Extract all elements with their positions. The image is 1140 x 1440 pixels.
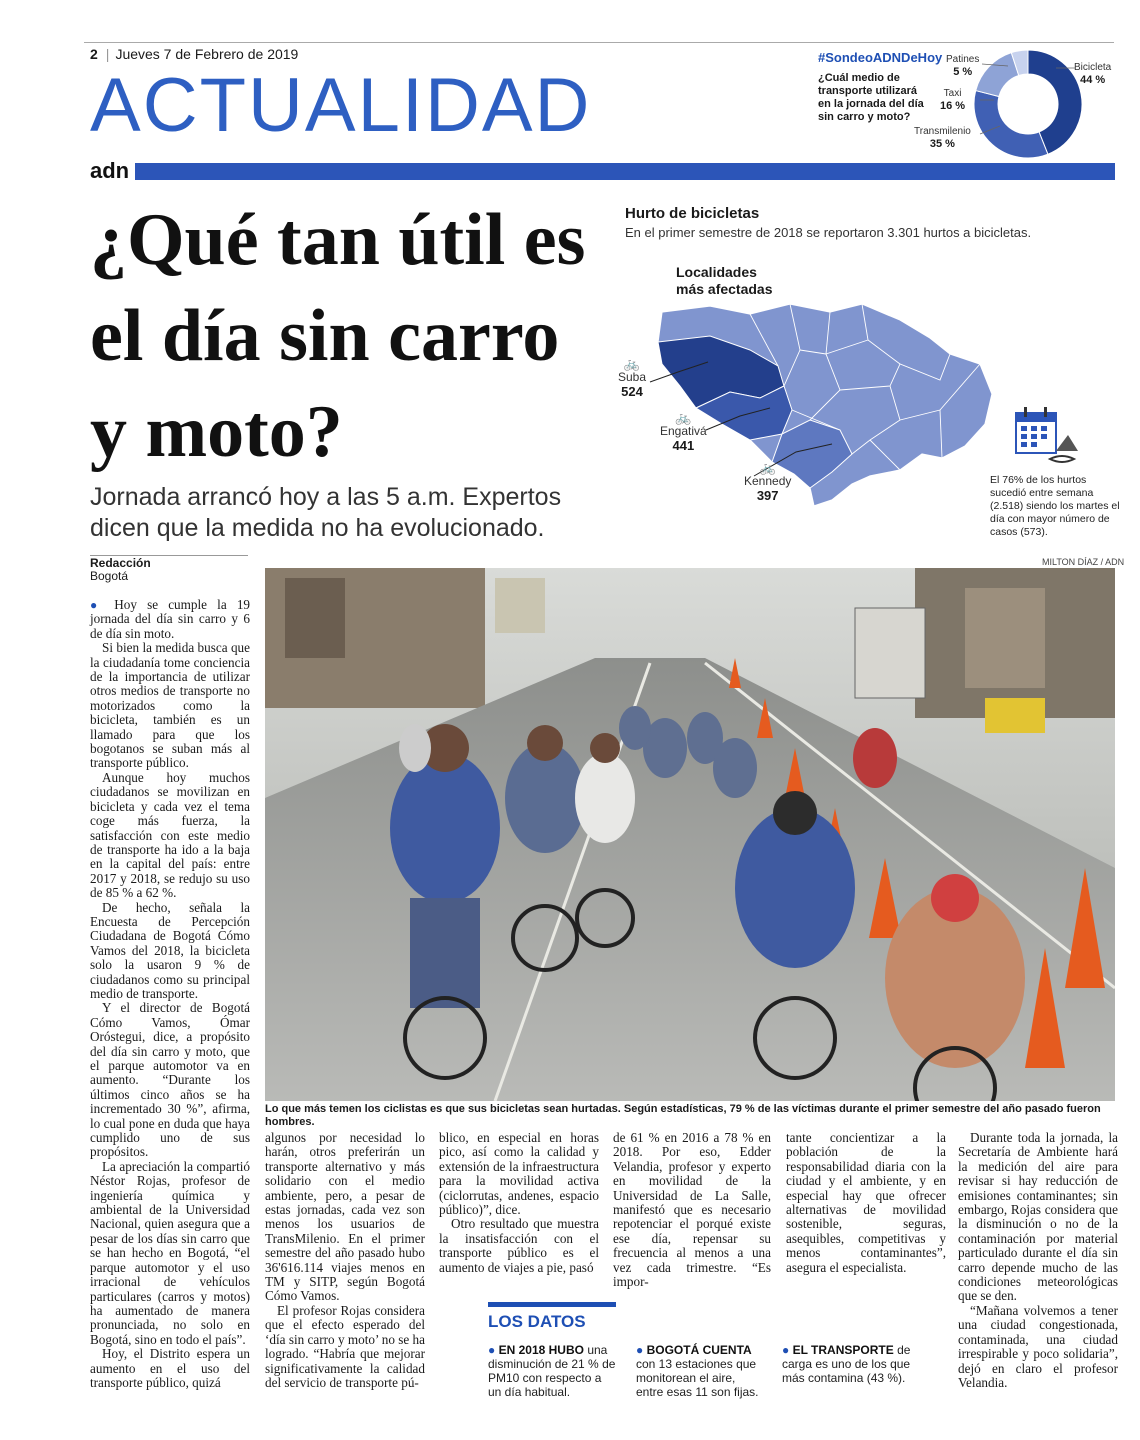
author: Redacción xyxy=(90,556,151,570)
dato-item: ● EN 2018 HUBO una disminución de 21 % de PM10 con respecto a un día habitual. xyxy=(488,1343,616,1399)
dato-item: ● EL TRANSPORTE de carga es uno de los que más contamina (43 %). xyxy=(782,1343,911,1385)
dato-item: ● BOGOTÁ CUENTA con 13 estaciones que monitorean el aire, entre esas 11 son fijas. xyxy=(636,1343,759,1399)
calendar-icon xyxy=(1012,405,1088,469)
infographic-title: Hurto de bicicletas xyxy=(625,205,760,222)
byline xyxy=(90,557,151,583)
poll-label-patines: Patines 5 % xyxy=(946,54,980,78)
brand-logo: adn xyxy=(88,159,135,183)
subhead: Jornada arrancó hoy a las 5 a.m. Expertos dicen que la medida no ha evolucionado. xyxy=(90,483,562,542)
infographic-subtitle: En el primer semestre de 2018 se reportaron 3.301 hurtos a bicicletas. xyxy=(625,225,1032,240)
city: Bogotá xyxy=(90,569,129,583)
locality-suba: 🚲 Suba 524 xyxy=(618,356,647,399)
top-rule xyxy=(84,42,1114,43)
page-number: 2 xyxy=(90,46,98,62)
bicycle-icon: 🚲 xyxy=(623,356,641,371)
brand-bar xyxy=(88,163,1115,180)
bullet-icon: ● xyxy=(782,1343,790,1357)
section-title: ACTUALIDAD xyxy=(90,63,592,148)
bogota-localities-map xyxy=(600,290,1000,520)
photo-illustration xyxy=(265,568,1115,1101)
column-2: algunos por necesidad lo harán, otros preferirán un transporte alternativo y más solidario con el medio ambiente, pero, a pesar de estas jornadas, cada vez son menos los usuarios de TransMilenio. En el primer semestre del año pasado hubo 36'616.114 viajes menos en TM y SITP, según Bogotá Cómo Vamos. El profesor Rojas considera que el efecto esperado del ‘día sin carro y moto’ no se ha logrado. “Habría que mejorar significativamente la calidad del servicio de transporte pú- xyxy=(265,1130,425,1390)
page-meta: 2 | Jueves 7 de Febrero de 2019 xyxy=(90,46,299,62)
poll-label-transmilenio: Transmilenio 35 % xyxy=(914,126,971,150)
poll-label-bicicleta: Bicicleta 44 % xyxy=(1074,62,1112,86)
photo-credit: MILTON DÍAZ / ADN xyxy=(1042,557,1125,567)
column-6: Durante toda la jornada, la Secretaría de Ambiente hará la medición del aire para revisar si hay reducción de emisiones contaminantes; sin embargo, Rojas considera que la disminución o no de la contaminación por material particulado durante el día sin carro depende mucho de las condiciones meteorológicas que se den. “Mañana volvemos a tener una ciudad congestionada, contaminada, una ciudad irrespirable y poco solidaria”, dejó en claro el profesor Velandia. xyxy=(958,1130,1118,1390)
poll-question: ¿Cuál medio de transporte utilizará en la jornada del día sin carro y moto? xyxy=(818,72,924,123)
column-3: blico, en especial en horas pico, así como la calidad y extensión de la infraestructura para la movilidad activa (ciclorrutas, andenes, espacio público)”, dice. Otro resultado que muestra la insatisfacción con el transporte público es el aumento de viajes a pie, pasó xyxy=(439,1130,599,1275)
poll-label-taxi: Taxi 16 % xyxy=(940,88,966,112)
poll-hashtag: #SondeoADNDeHoy xyxy=(818,50,943,65)
bullet-icon: ● xyxy=(636,1343,644,1357)
bicycle-icon: 🚲 xyxy=(675,410,692,425)
headline: ¿Qué tan útil es el día sin carro y moto? xyxy=(90,199,586,473)
bicycle-icon: 🚲 xyxy=(759,460,776,475)
poll-leader-lines xyxy=(930,54,1090,144)
cyclists-photo xyxy=(265,568,1115,1101)
column-1: ● Hoy se cumple la 19 jornada del día sin carro y 6 de día sin moto. Si bien la medida busca que la ciudadanía tome conciencia de la importancia de utilizar otros medios de transporte no motorizados como la bicicleta, también es un llamado para que los bogotanos se suban más al transporte público. Aunque hoy muchos ciudadanos se movilizan en bicicleta y cada vez el tema coge más fuerza, la satisfacción con este medio de transporte ha ido a la baja en la capital del país: entre 2017 y 2018, se redujo su uso de 85 % a 62 %. De hecho, señala la Encuesta de Percepción Ciudadana de Bogotá Cómo Vamos del 2018, la bicicleta solo la usaron 9 % de ciudadanos como su principal medio de transporte. Y el director de Bogotá Cómo Vamos, Ómar Oróstegui, dice, a propósito del día sin carro y moto, que el parque automotor va en aumento. “Durante los últimos cinco años se ha incrementado 30 %”, afirma, lo cual pone en duda que haya cumplido uno de sus propósitos. La apreciación la compartió Néstor Rojas, profesor de ingeniería química y ambiental de la Universidad Nacional, quien asegura que a pesar de los días sin carro que se han hecho en Bogotá, “el parque automotor y el uso irracional de vehículos particulares (carros y motos) ha aumentado de manera pronunciada, no solo en Bogotá, sino en todo el país”. Hoy, el Distrito espera un aumento en el uso del transporte público, quizá xyxy=(90,597,251,1390)
bullet-icon: ● xyxy=(488,1343,496,1357)
datos-title: LOS DATOS xyxy=(488,1312,586,1331)
datos-rule xyxy=(488,1302,616,1307)
locality-engativa: 🚲 Engativá 441 xyxy=(660,410,707,453)
bullet-icon: ● xyxy=(90,598,105,612)
map-title: Localidades más afectadas xyxy=(676,264,773,297)
locality-kennedy: 🚲 Kennedy 397 xyxy=(744,460,792,503)
column-4: de 61 % en 2016 a 78 % en 2018. Por eso, Edder Velandia, profesor y experto en movilidad de la Universidad de La Salle, manifestó que es necesario repotenciar el porqué existe ese día, repensar su frecuencia al menos a una vez cada trimestre. “Es impor- xyxy=(613,1130,771,1290)
page-date: Jueves 7 de Febrero de 2019 xyxy=(115,46,299,62)
infographic-note: El 76% de los hurtos sucedió entre semana (2.518) siendo los martes el día con mayor número de casos (573). xyxy=(990,474,1120,538)
photo-caption: Lo que más temen los ciclistas es que sus bicicletas sean hurtadas. Según estadísticas, 79 % de las víctimas durante el primer semestre del año pasado fueron hombres. xyxy=(265,1103,1101,1128)
column-5: tante concientizar a la población de la responsabilidad diaria con la ciudad y el ambiente, y en especial hay que ofrecer alternativas de movilidad sostenible, seguras, asequibles, competitivas y menos contaminantes”, asegura el especialista. xyxy=(786,1130,946,1275)
